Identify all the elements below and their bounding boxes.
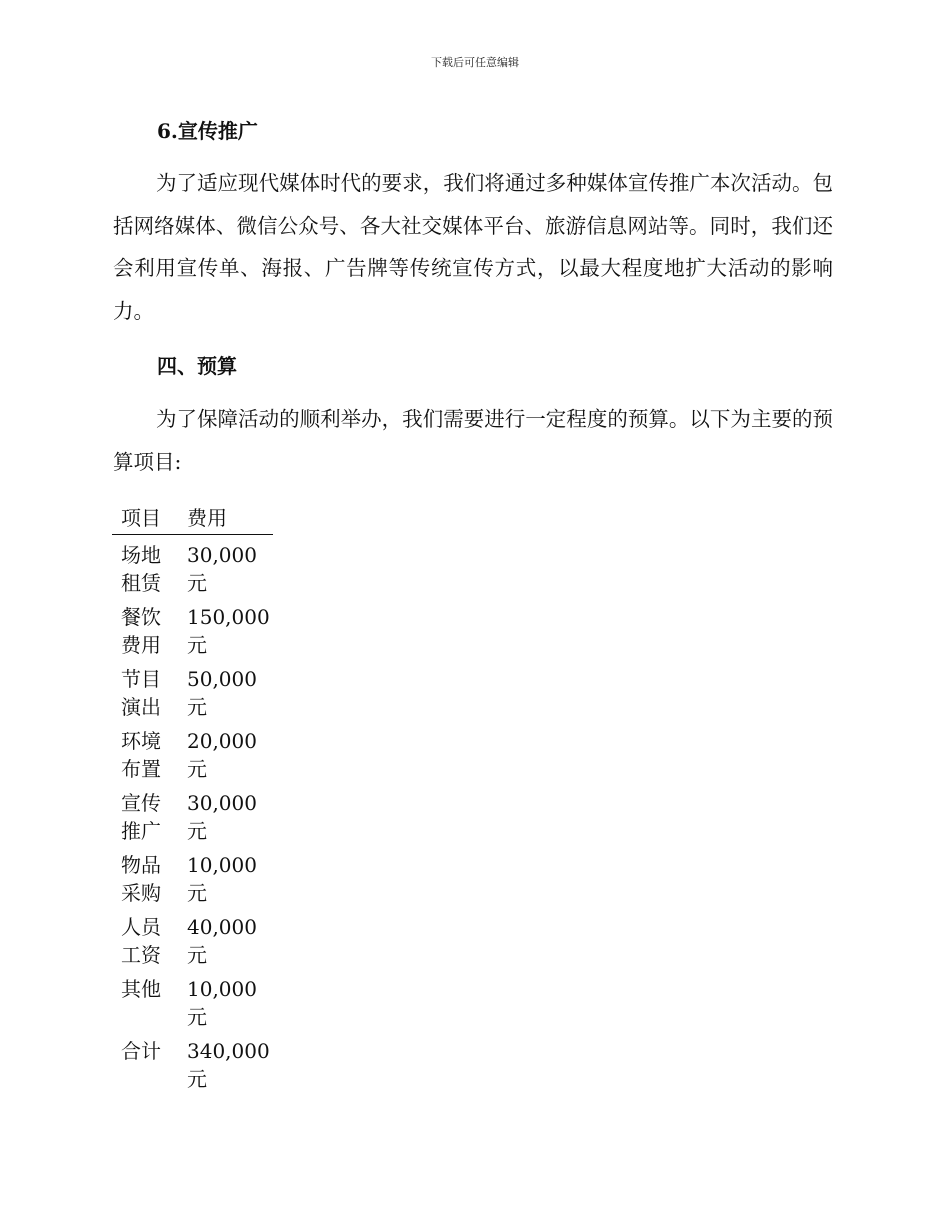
budget-item-amount: 30,000 <box>187 791 257 815</box>
budget-item-unit: 元 <box>187 695 207 719</box>
budget-item-amount: 30,000 <box>187 543 257 567</box>
section-heading-promotion: 6.宣传推广 <box>157 119 258 143</box>
page-header-note: 下载后可任意编辑 <box>431 56 519 69</box>
budget-item-label: 节目演出 <box>121 667 161 719</box>
budget-table <box>112 502 273 1099</box>
column-header-cost: 费用 <box>187 502 273 535</box>
budget-total-unit: 元 <box>187 1067 207 1091</box>
table-row <box>112 913 273 975</box>
budget-item-label: 其他 <box>121 977 161 1001</box>
table-header-row <box>112 502 273 535</box>
budget-item-label: 物品采购 <box>121 853 161 905</box>
budget-item-amount: 150,000 <box>187 605 270 629</box>
budget-item-label: 场地租赁 <box>121 543 161 595</box>
table-row <box>112 789 273 851</box>
budget-item-amount: 10,000 <box>187 853 257 877</box>
budget-item-amount: 40,000 <box>187 915 257 939</box>
section-heading-budget: 四、预算 <box>157 354 237 378</box>
budget-total-amount: 340,000 <box>187 1039 270 1063</box>
budget-item-amount: 20,000 <box>187 729 257 753</box>
budget-item-label: 环境布置 <box>121 729 161 781</box>
promotion-paragraph: 为了适应现代媒体时代的要求，我们将通过多种媒体宣传推广本次活动。包括网络媒体、微信公众号、各大社交媒体平台、旅游信息网站等。同时，我们还会利用宣传单、海报、广告牌等传统宣传方式，以最大程度地扩大活动的影响力。 <box>113 171 833 323</box>
budget-item-amount: 10,000 <box>187 977 257 1001</box>
budget-intro-paragraph: 为了保障活动的顺利举办，我们需要进行一定程度的预算。以下为主要的预算项目: <box>113 407 833 474</box>
budget-item-label: 餐饮费用 <box>121 605 161 657</box>
budget-item-unit: 元 <box>187 881 207 905</box>
budget-item-unit: 元 <box>187 571 207 595</box>
budget-item-unit: 元 <box>187 943 207 967</box>
budget-item-label: 宣传推广 <box>121 791 161 843</box>
budget-item-unit: 元 <box>187 757 207 781</box>
budget-item-label: 人员工资 <box>121 915 161 967</box>
budget-total-label: 合计 <box>121 1039 161 1063</box>
table-row <box>112 665 273 727</box>
budget-item-unit: 元 <box>187 819 207 843</box>
table-row <box>112 727 273 789</box>
table-row-total <box>112 1037 273 1099</box>
table-row <box>112 603 273 665</box>
budget-item-amount: 50,000 <box>187 667 257 691</box>
column-header-item: 项目 <box>112 502 187 535</box>
budget-item-unit: 元 <box>187 633 207 657</box>
budget-item-unit: 元 <box>187 1005 207 1029</box>
table-row <box>112 851 273 913</box>
table-row <box>112 975 273 1037</box>
table-row <box>112 535 273 604</box>
